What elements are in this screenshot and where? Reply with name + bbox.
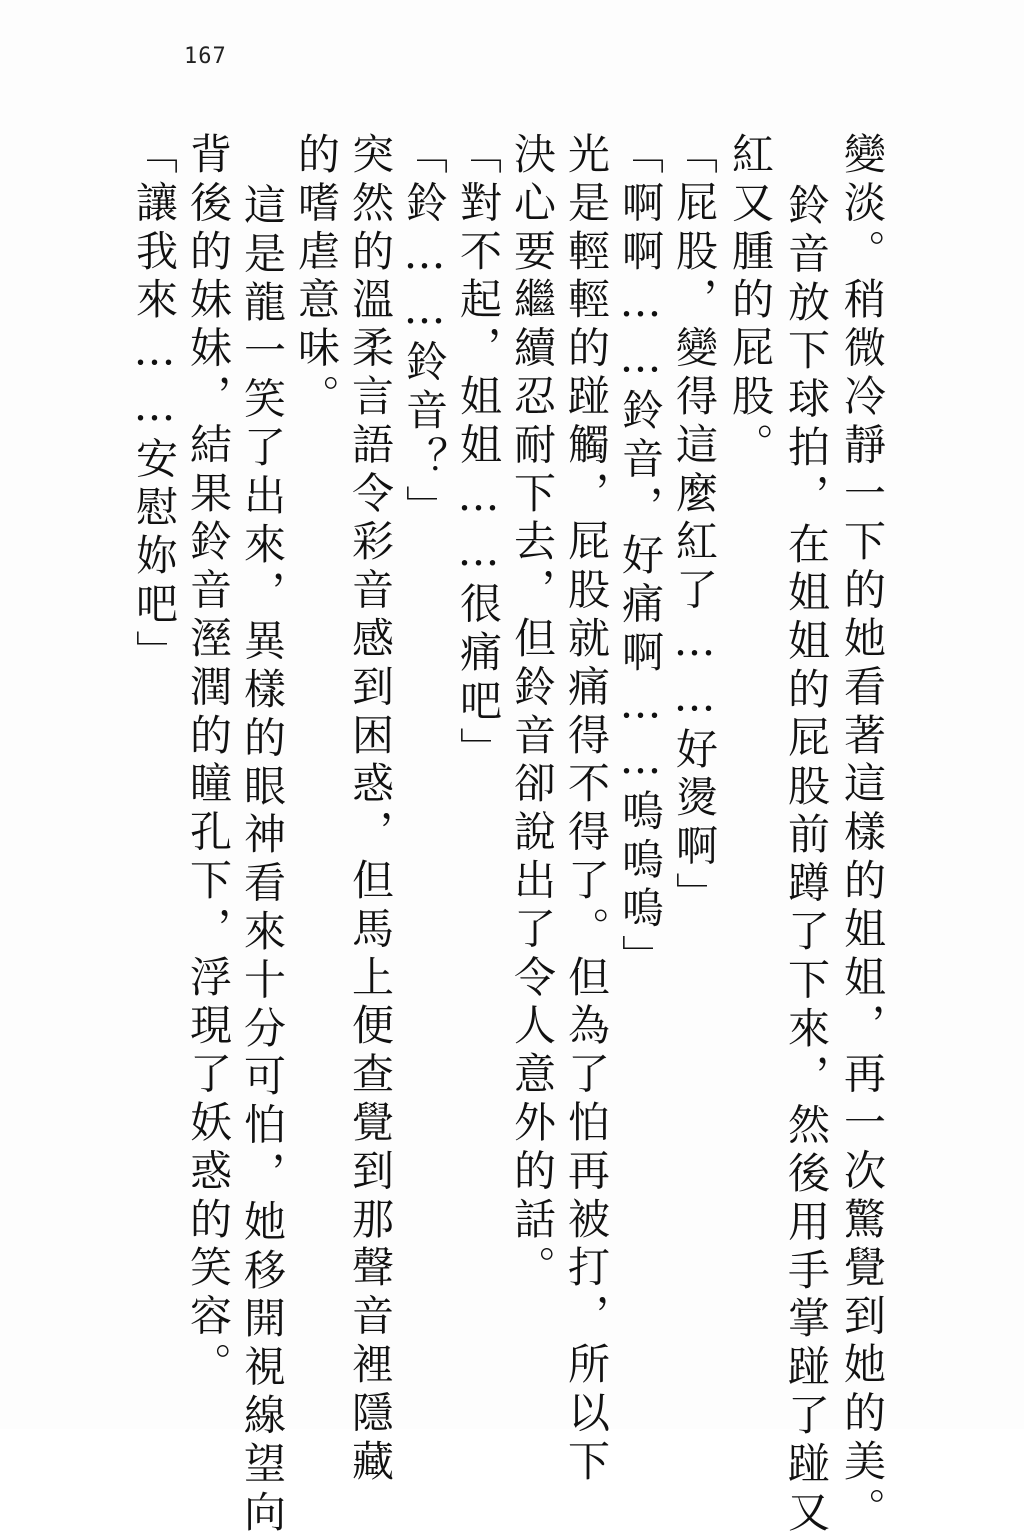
text-column: 背後的妹妹，結果鈴音溼潤的瞳孔下，浮現了妖惑的笑容。 <box>184 132 233 1391</box>
text-column: 鈴音放下球拍，在姐姐的屁股前蹲了下來，然後用手掌踫了踫又 <box>782 183 831 1538</box>
text-column: 決心要繼續忍耐下去，但鈴音卻說出了令人意外的話。 <box>508 132 557 1294</box>
text-column: 「鈴……鈴音？」 <box>400 132 449 534</box>
text-column: 突然的溫柔言語令彩音感到困惑，但馬上便查覺到那聲音裡隱藏 <box>346 132 395 1488</box>
page-number: 167 <box>184 44 227 69</box>
text-column: 變淡。稍微冷靜一下的她看著這樣的姐姐，再一次驚覺到她的美。 <box>838 132 887 1536</box>
text-column: 這是龍一笑了出來，異樣的眼神看來十分可怕，她移開視線望向 <box>238 183 287 1538</box>
text-column: 光是輕輕的踫觸，屁股就痛得不得了。但為了怕再被打，所以下 <box>562 132 611 1488</box>
text-column: 「讓我來……安慰妳吧」 <box>130 132 179 679</box>
text-column: 「啊啊……鈴音，好痛啊……嗚嗚嗚」 <box>616 132 665 983</box>
text-column: 「屁股，變得這麼紅了……好燙啊」 <box>670 132 719 921</box>
text-column: 的嗜虐意味。 <box>292 132 341 423</box>
text-column: 紅又腫的屁股。 <box>726 132 775 471</box>
text-column: 「對不起，姐姐……很痛吧」 <box>454 132 503 776</box>
